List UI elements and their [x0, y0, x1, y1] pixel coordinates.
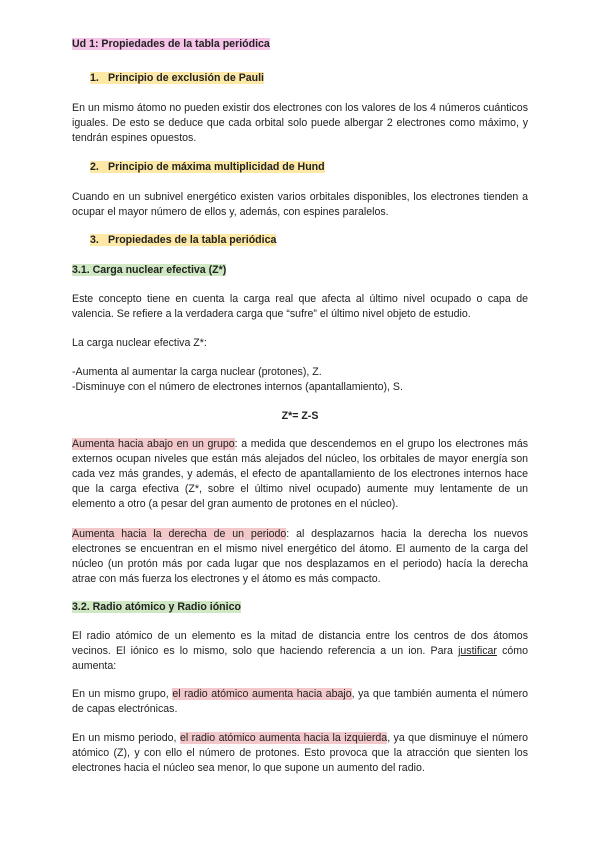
subsection-3-1-heading — [72, 263, 528, 278]
section-3-title: Propiedades de la tabla periódica — [108, 234, 277, 246]
subsection-3-2-title: 3.2. Radio atómico y Radio iónico — [72, 601, 241, 613]
document-title — [72, 37, 528, 52]
highlight-radio-abajo: el radio atómico aumenta hacia abajo — [172, 688, 352, 700]
subsection-3-2-paragraph-2 — [72, 687, 528, 717]
section-1-title: Principio de exclusión de Pauli — [108, 72, 265, 84]
subsection-3-1-title: 3.1. Carga nuclear efectiva (Z*) — [72, 264, 227, 276]
p3-text-b: , ya que disminuye el número atómico (Z), y con ello el número de protones. Esto provoca que la atracción que sienten los electrones hacia el núcleo sea menor, lo que supone un aumento del radio. — [72, 732, 528, 774]
p2-text-b: , ya que también aumenta el número de capas electrónicas. — [72, 688, 528, 715]
p3-text-a: En un mismo periodo, — [72, 732, 180, 744]
paragraph-3-text: : a medida que descendemos en el grupo los electrones más externos ocupan niveles que están más alejados del núcleo, los orbitales de mayor energía son cada vez más grandes, y además, el efecto de apantallamiento de los electrones internos hace que la carga efectiva (Z*, sobre el último nivel ocupado) aumente muy lentamente de un elemento a otro (a pesar del gran aumento de protones en el núcleo). — [72, 438, 529, 510]
highlight-aumenta-abajo: Aumenta hacia abajo en un grupo — [72, 438, 235, 450]
subsection-3-1-paragraph-1: Este concepto tiene en cuenta la carga real que afecta al último nivel ocupado o capa de valencia. Se refiere a la verdadera carga que “sufre” el último nivel objeto de estudio. — [72, 293, 528, 320]
subsection-3-2-paragraph-3 — [72, 731, 528, 776]
formula: Z*= Z-S — [281, 410, 319, 422]
highlight-radio-izquierda: el radio atómico aumenta hacia la izquierda — [179, 732, 388, 744]
section-1-number: 1. — [90, 72, 99, 84]
highlight-aumenta-derecha: Aumenta hacia la derecha de un periodo — [72, 528, 287, 540]
section-2-paragraph: Cuando en un subnivel energético existen varios orbitales disponibles, los electrones tienden a ocupar el mayor número de ellos y, además, con espines paralelos. — [72, 191, 528, 218]
paragraph-4-text: : al desplazarnos hacia la derecha los nuevos electrones se encuentran en el mismo nivel energético del átomo. El aumento de la carga del núcleo (un protón más por cada lugar que nos desplazamos en el periodo) hacía la derecha atrae con más fuerza los electrones y el átomo es más compacto. — [72, 528, 528, 585]
p1-text-a: El radio atómico de un elemento es la mitad de distancia entre los centros de dos átomos vecinos. El iónico es lo mismo, solo que haciendo referencia a un ion. Para — [72, 630, 528, 657]
subsection-3-2-paragraph-1 — [72, 629, 528, 674]
p2-text-a: En un mismo grupo, — [72, 688, 173, 700]
section-1-heading — [90, 71, 528, 86]
underlined-justificar: justificar — [458, 645, 497, 657]
subsection-3-2-heading — [72, 600, 528, 615]
subsection-3-1-paragraph-2: La carga nuclear efectiva Z*: — [72, 337, 207, 349]
title-text: Ud 1: Propiedades de la tabla periódica — [72, 38, 270, 50]
list-item-aumenta: -Aumenta al aumentar la carga nuclear (protones), Z. — [72, 366, 322, 378]
section-3-number: 3. — [90, 234, 99, 246]
section-3-heading — [90, 233, 528, 248]
subsection-3-1-paragraph-4 — [72, 527, 528, 587]
p1-text-b: cómo aumenta: — [72, 645, 528, 672]
section-2-title: Principio de máxima multiplicidad de Hund — [108, 161, 325, 173]
section-2-heading — [90, 160, 528, 175]
section-1-paragraph: En un mismo átomo no pueden existir dos electrones con los valores de los 4 números cuánticos iguales. De esto se deduce que cada orbital solo puede albergar 2 electrones como máximo, y tendrán espines opuestos. — [72, 102, 528, 144]
section-2-number: 2. — [90, 161, 99, 173]
list-item-disminuye: -Disminuye con el número de electrones internos (apantallamiento), S. — [72, 381, 403, 393]
subsection-3-1-paragraph-3 — [72, 437, 528, 512]
